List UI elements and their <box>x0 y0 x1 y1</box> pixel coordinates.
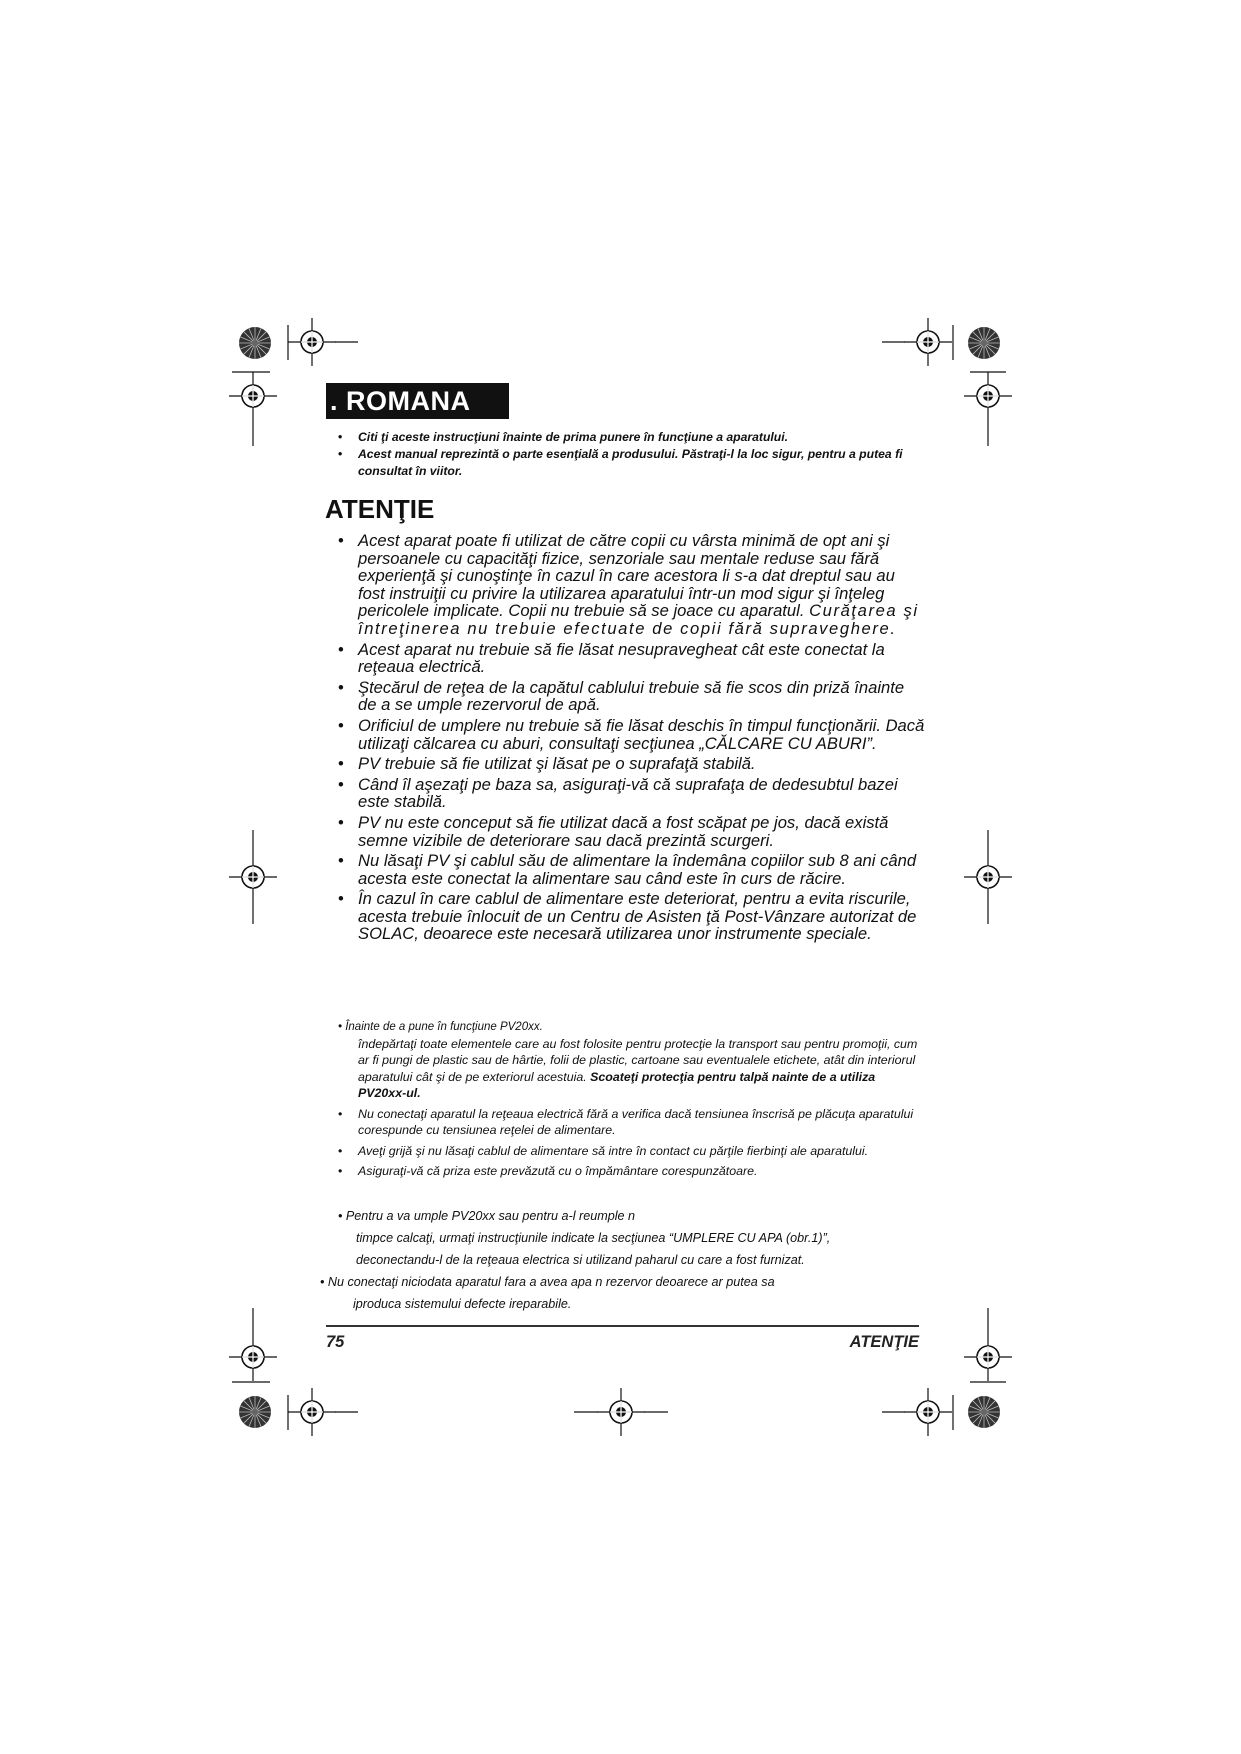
intro-item: • Citi ţi aceste instrucţiuni înainte de prima punere în funcţiune a aparatului. <box>338 429 918 446</box>
crosshair-icon <box>288 1388 336 1436</box>
note-item: • Nu conectaţi aparatul la reţeaua electrică fără a verifica dacă tensiunea înscrisă pe plăcuţa aparatului corespunde cu tensiunea reţelei de alimentare. <box>338 1106 926 1139</box>
crosshair-icon <box>288 318 336 366</box>
fill-line: • Pentru a va umple PV20xx sau pentru a-l reumple n <box>338 1209 636 1223</box>
intro-list <box>338 429 918 480</box>
crosshair-icon <box>229 372 277 420</box>
color-wheel-icon <box>968 327 1000 359</box>
warning-item: • Acest aparat nu trebuie să fie lăsat nesupravegheat cât este conectat la reţeaua electrică. <box>338 641 926 676</box>
warning-item: • PV trebuie să fie utilizat şi lăsat pe o suprafaţă stabilă. <box>338 755 926 773</box>
section-header: . ROMANA <box>326 383 509 419</box>
intro-item: • Acest manual reprezintă o parte esenţială a produsului. Păstraţi-l la loc sigur, pentru a putea fi consultat în viitor. <box>338 446 918 480</box>
warning-item <box>338 532 926 638</box>
small-notes <box>338 1019 926 1184</box>
remove-protection-text: îndepărtaţi toate elementele care au fost folosite pentru protecţie la transport sau pentru promoţii, cum ar fi pungi de plastic sau de hârtie, folii de plastic, cartoane sau eventualele etichete, atât din interiorul aparatului cât şi de pe exteriorul acestuia. <box>358 1036 918 1084</box>
crosshair-icon <box>964 372 1012 420</box>
crosshair-icon <box>964 853 1012 901</box>
warning-item: • Nu lăsaţi PV şi cablul său de alimentare la îndemâna copiilor sub 8 ani când acesta este conectat la alimentare sau când este în curs de răcire. <box>338 852 926 887</box>
fill-line: • Nu conectaţi niciodata aparatul fara a avea apa n rezervor deoarece ar putea sa <box>320 1275 775 1289</box>
color-wheel-icon <box>968 1396 1000 1428</box>
warning-text-spaced: Curăţarea şi întreţinerea nu trebuie efectuate de copii fără supraveghere. <box>358 601 919 638</box>
crosshair-icon <box>904 1388 952 1436</box>
warning-item: • Orificiul de umplere nu trebuie să fie lăsat deschis în timpul funcţionării. Dacă utilizaţi călcarea cu aburi, consultaţi secţiunea „CĂLCARE CU ABURI”. <box>338 717 926 752</box>
running-title: ATENŢIE <box>849 1333 919 1351</box>
fill-instructions <box>320 1205 930 1315</box>
warning-text: Acest aparat poate fi utilizat de către copii cu vârsta minimă de opt ani şi persoanele cu capacităţi fizice, senzoriale sau mentale reduse sau fără experienţă şi cunoştinţe în cazul în care acestora li s-a dat dreptul sau au fost instruiţii cu privire la utilizarea aparatului într-un mod sigur şi înţeleg pericolele implicate. Copii nu trebuie să se joace cu aparatul. <box>358 531 895 621</box>
color-wheel-icon <box>239 327 271 359</box>
note-item: • Aveţi grijă şi nu lăsaţi cablul de alimentare să intre în contact cu părţile fierbinţi ale aparatului. <box>338 1143 926 1160</box>
crosshair-icon <box>904 318 952 366</box>
remove-protection-note <box>358 1036 926 1102</box>
footer-divider <box>326 1325 919 1327</box>
note-item: • Asiguraţi-vă că priza este prevăzută cu o împământare corespunzătoare. <box>338 1163 926 1180</box>
remove-protection-bold: Scoateţi protecţia pentru talpă nainte de a utiliza PV20xx-ul. <box>358 1069 876 1100</box>
fill-line: timpce calcaţi, urmaţi instrucţiunile indicate la secţiunea “UMPLERE CU APA (obr.1)”, <box>356 1231 831 1245</box>
page-title: ATENŢIE <box>325 494 435 524</box>
crosshair-icon <box>229 1333 277 1381</box>
crosshair-icon <box>597 1388 645 1436</box>
notes-lead: • Înainte de a pune în funcţiune PV20xx. <box>338 1021 543 1033</box>
warnings-list <box>338 532 926 946</box>
page-number: 75 <box>326 1333 345 1351</box>
fill-line: iproduca sistemului defecte ireparabile. <box>353 1297 572 1311</box>
crosshair-icon <box>229 853 277 901</box>
warning-item: • În cazul în care cablul de alimentare este deteriorat, pentru a evita riscurile, acesta trebuie înlocuit de un Centru de Asisten ţă Post-Vânzare autorizat de SOLAC, deoarece este necesară utilizarea unor instrumente speciale. <box>338 890 926 943</box>
color-wheel-icon <box>239 1396 271 1428</box>
fill-line: deconectandu-l de la reţeaua electrica si utilizand paharul cu care a fost furnizat. <box>356 1253 805 1267</box>
warning-item: • Ştecărul de reţea de la capătul cablului trebuie să fie scos din priză înainte de a se umple rezervorul de apă. <box>338 679 926 714</box>
warning-item: • PV nu este conceput să fie utilizat dacă a fost scăpat pe jos, dacă există semne vizibile de deteriorare sau dacă prezintă scurgeri. <box>338 814 926 849</box>
crosshair-icon <box>964 1333 1012 1381</box>
warning-item: • Când îl aşezaţi pe baza sa, asiguraţi-vă că suprafaţa de dedesubtul bazei este stabilă. <box>338 776 926 811</box>
